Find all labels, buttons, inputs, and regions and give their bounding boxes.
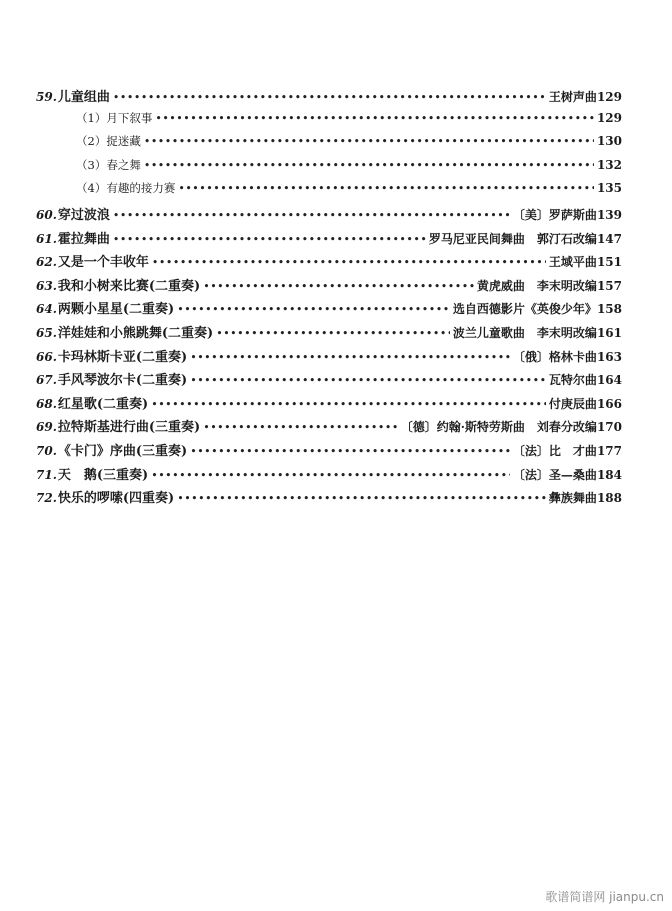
page-number: 151: [596, 255, 622, 270]
entry-credit: 黄虎威曲 李末明改编: [476, 278, 597, 293]
page-number: 166: [596, 396, 622, 411]
dot-leader: [203, 421, 398, 434]
entry-number: 63.: [36, 278, 57, 293]
entry-number: 71.: [36, 467, 57, 482]
dot-leader: [152, 256, 546, 269]
entry-number: 67.: [36, 373, 57, 388]
entry-number: 60.: [36, 207, 57, 222]
toc-entry: [36, 464, 622, 488]
entry-title: 快乐的啰嗦(四重奏): [57, 491, 175, 507]
entry-credit: 〔法〕比 才曲: [512, 443, 597, 458]
page-number: 163: [596, 349, 622, 364]
entry-credit: 瓦特尔曲: [548, 373, 597, 388]
entry-number: 59.: [36, 90, 57, 104]
page-number: 132: [596, 157, 622, 172]
entry-number: 68.: [36, 396, 57, 411]
watermark: 歌谱简谱网 jianpu.cn: [545, 890, 664, 904]
entry-title: 红星歌(二重奏): [57, 396, 149, 412]
entry-title: 两颗小星星(二重奏): [57, 302, 175, 318]
entry-credit: 波兰儿童歌曲 李末明改编: [452, 325, 597, 340]
dot-leader: [144, 159, 594, 172]
toc-entry: [36, 298, 622, 322]
entry-number: 70.: [36, 443, 57, 458]
entry-title: 儿童组曲: [57, 90, 110, 105]
entry-title: （1）月下叙事: [76, 110, 153, 125]
page-number: 130: [596, 134, 622, 149]
page-number: 157: [596, 278, 622, 293]
toc-entry: [36, 369, 622, 393]
entry-number: 65.: [36, 325, 57, 340]
toc-entry: [36, 346, 622, 370]
dot-leader: [216, 327, 450, 340]
dot-leader: [177, 303, 450, 316]
dot-leader: [178, 182, 594, 195]
toc-subentry: [36, 133, 622, 157]
toc-entry: [36, 204, 622, 228]
entry-title: 拉特斯基进行曲(三重奏): [57, 420, 201, 436]
page-number: 129: [596, 110, 622, 125]
page-number: 170: [596, 420, 622, 435]
entry-title: 《卡门》序曲(三重奏): [57, 443, 188, 459]
entry-title: 卡玛林斯卡亚(二重奏): [57, 349, 188, 365]
toc-entry: [36, 393, 622, 417]
page-number: 188: [596, 491, 622, 506]
dot-leader: [151, 398, 546, 411]
dot-leader: [113, 209, 510, 222]
dot-leader: [155, 112, 594, 125]
entry-number: 72.: [36, 491, 57, 506]
dot-leader: [203, 280, 474, 293]
entry-title: 我和小树来比赛(二重奏): [57, 278, 201, 294]
entry-credit: 彝族舞曲: [548, 491, 597, 506]
dot-leader: [113, 233, 426, 246]
entry-title: （4）有趣的接力赛: [76, 181, 176, 196]
entry-number: 66.: [36, 349, 57, 364]
toc-entry: [36, 416, 622, 440]
table-of-contents: [36, 86, 622, 511]
toc-entry: [36, 251, 622, 275]
page-number: 164: [596, 373, 622, 388]
entry-title: 洋娃娃和小熊跳舞(二重奏): [57, 325, 214, 341]
entry-title: 霍拉舞曲: [57, 231, 110, 247]
entry-number: 62.: [36, 255, 57, 270]
page-number: 129: [596, 90, 622, 104]
dot-leader: [190, 374, 546, 387]
entry-credit: 选自西德影片《英俊少年》: [452, 302, 597, 317]
entry-credit: 王域平曲: [548, 255, 597, 270]
entry-title: （3）春之舞: [76, 157, 141, 172]
toc-entry: [36, 86, 622, 110]
entry-title: （2）捉迷藏: [76, 134, 141, 149]
entry-credit: 〔美〕罗萨斯曲: [512, 207, 597, 222]
entry-credit: 〔法〕圣—桑曲: [512, 467, 597, 482]
entry-number: 69.: [36, 420, 57, 435]
page-number: 184: [596, 467, 622, 482]
dot-leader: [144, 135, 594, 148]
entry-number: 61.: [36, 231, 57, 246]
page-number: 158: [596, 302, 622, 317]
entry-credit: 〔德〕约翰·斯特劳斯曲 刘春分改编: [400, 420, 597, 435]
toc-entry: [36, 322, 622, 346]
dot-leader: [113, 91, 546, 104]
entry-number: 64.: [36, 302, 57, 317]
entry-title: 又是一个丰收年: [57, 255, 149, 271]
page-number: 177: [596, 443, 622, 458]
entry-credit: 付庚辰曲: [548, 396, 597, 411]
dot-leader: [177, 492, 546, 505]
page-number: 139: [596, 207, 622, 222]
entry-title: 手风琴波尔卡(二重奏): [57, 373, 188, 389]
entry-credit: 王树声曲: [548, 90, 597, 104]
toc-subentry: [36, 110, 622, 134]
toc-entry: [36, 487, 622, 511]
toc-entry: [36, 275, 622, 299]
entry-title: 穿过波浪: [57, 207, 110, 223]
toc-subentry: [36, 157, 622, 181]
dot-leader: [151, 469, 510, 482]
toc-entry: [36, 228, 622, 252]
dot-leader: [190, 351, 510, 364]
entry-credit: 罗马尼亚民间舞曲 郭汀石改编: [428, 231, 597, 246]
dot-leader: [190, 445, 510, 458]
page-number: 135: [596, 181, 622, 196]
toc-entry: [36, 440, 622, 464]
toc-subentry: [36, 180, 622, 204]
page-number: 161: [596, 325, 622, 340]
entry-credit: 〔俄〕格林卡曲: [512, 349, 597, 364]
entry-title: 天 鹅(三重奏): [57, 467, 149, 483]
page-number: 147: [596, 231, 622, 246]
